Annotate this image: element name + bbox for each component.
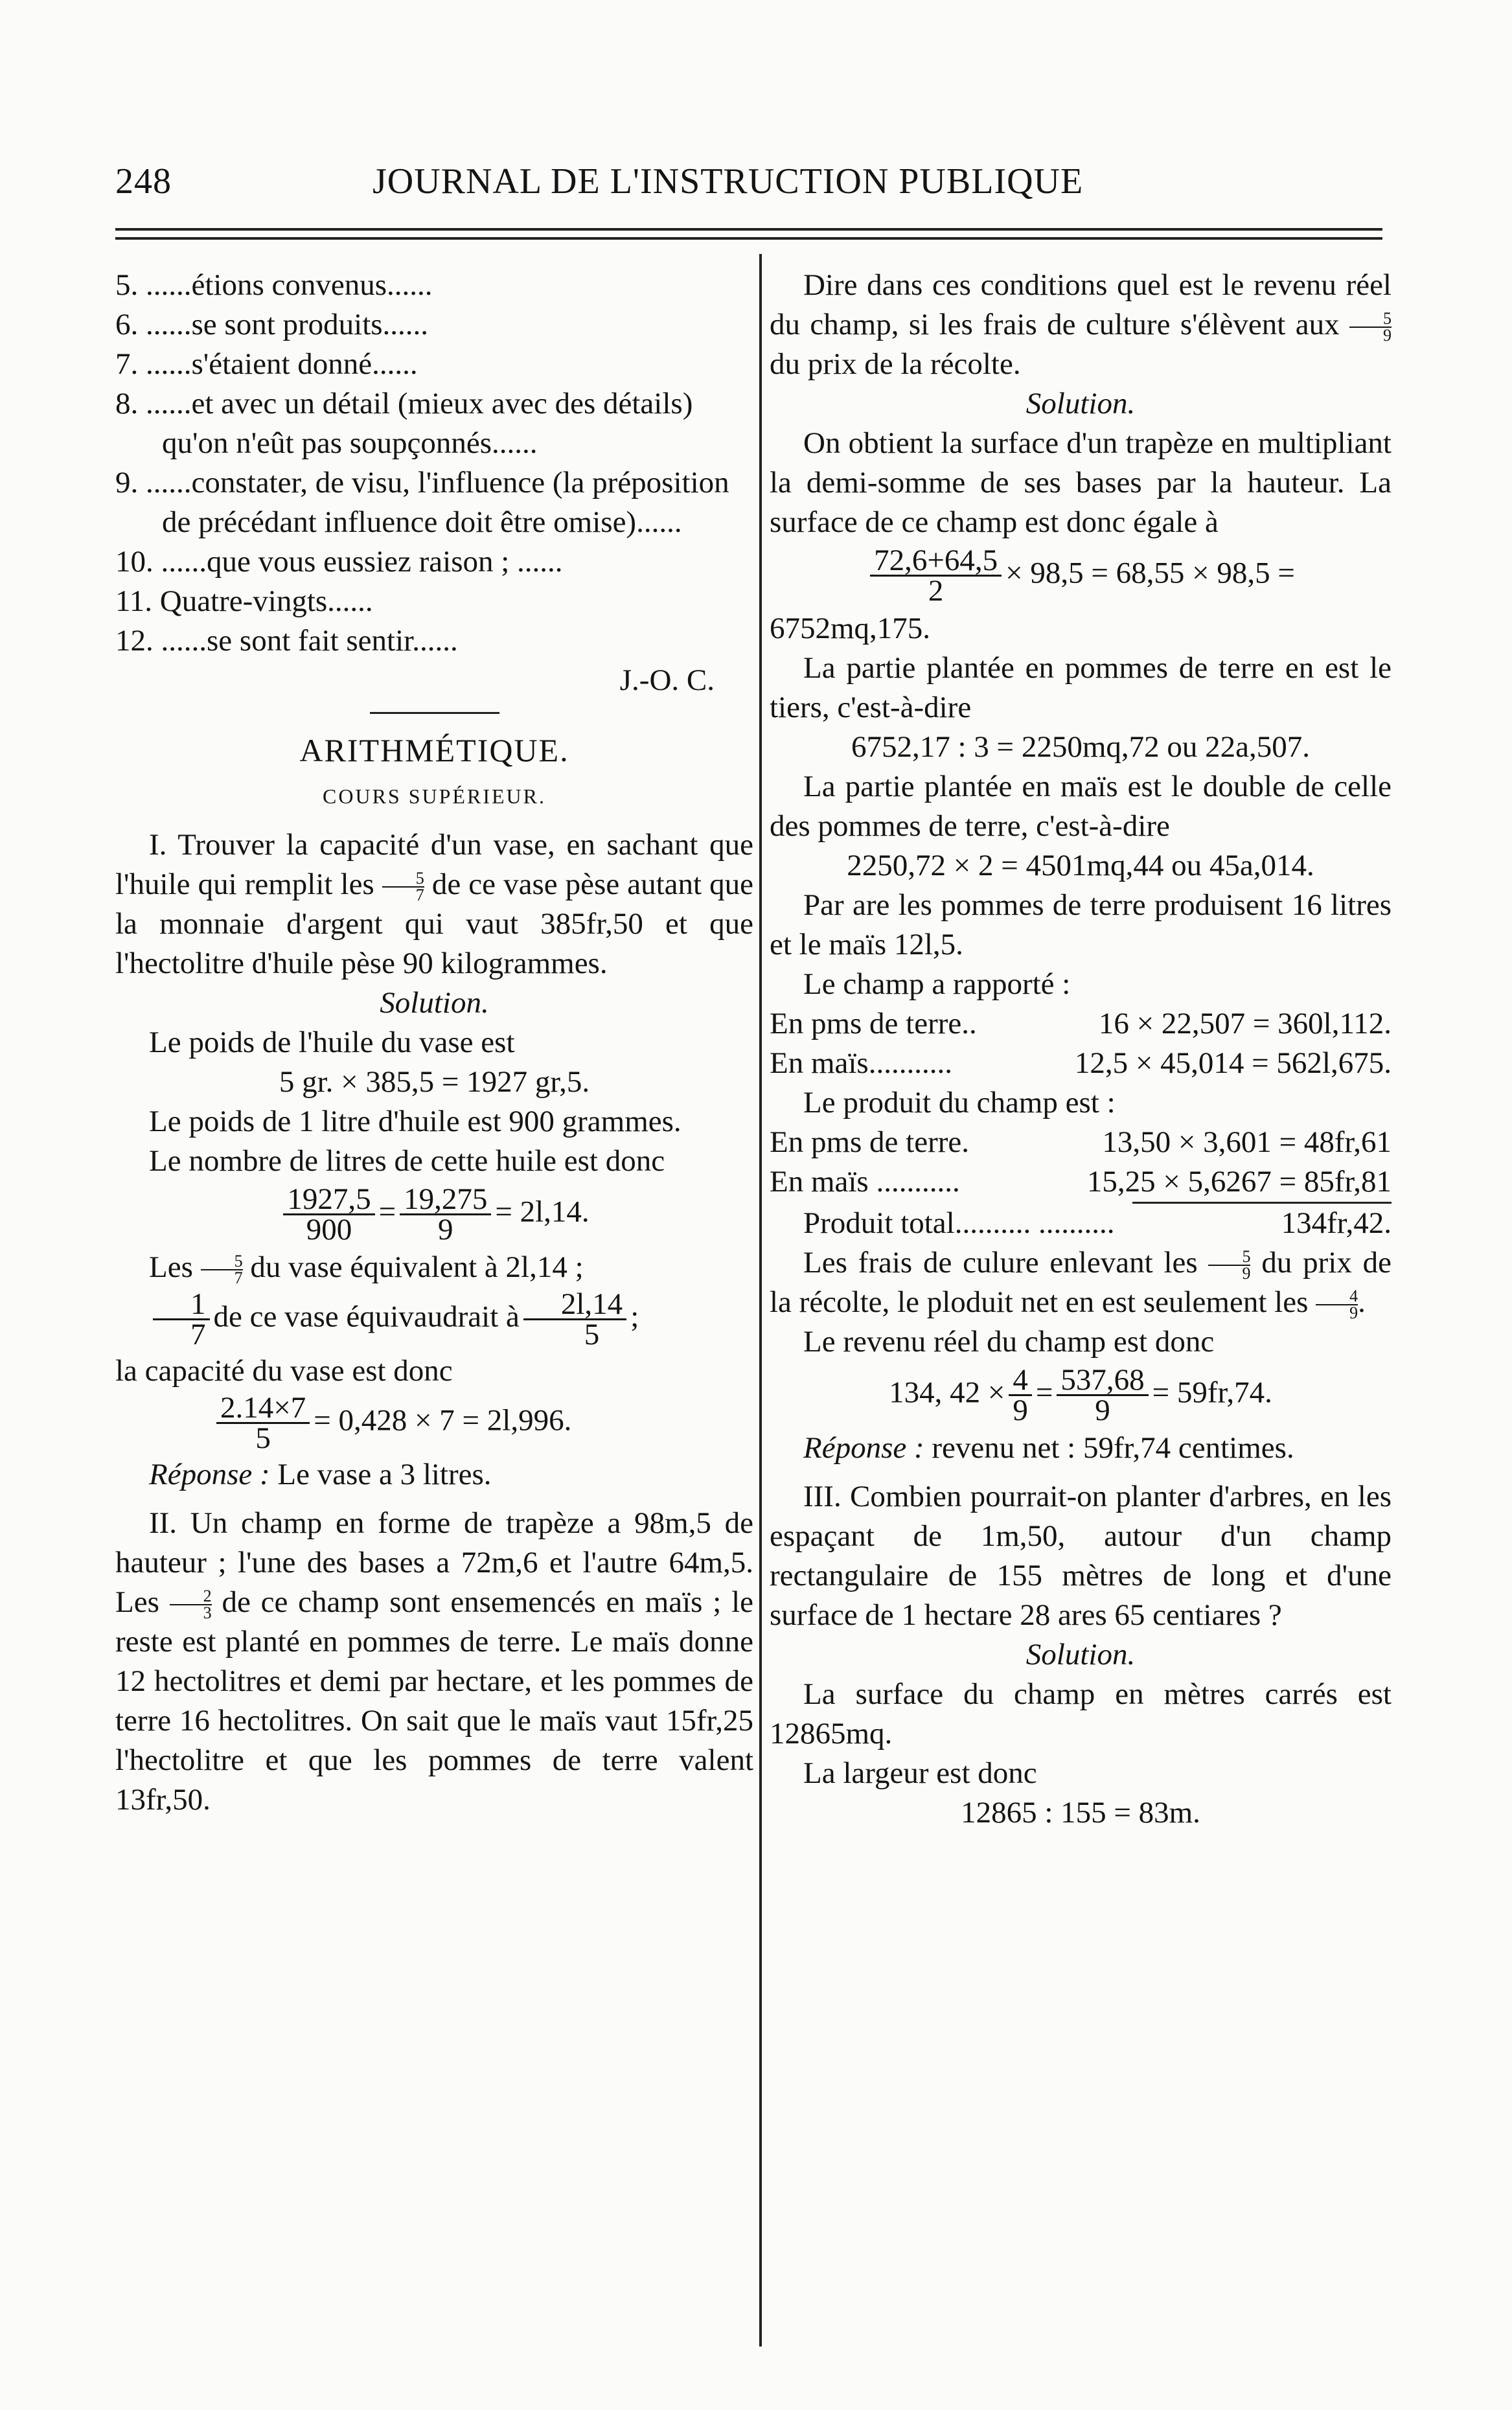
paragraph: On obtient la surface d'un trapèze en multipliant la demi-somme de ses bases par la hauteur. La surface de ce champ est donc égale à (770, 426, 1392, 539)
fraction: $\frac{72,6+64,5}{2}$ (870, 546, 1002, 605)
problem-2: II. Un champ en forme de trapèze a 98m,5 de hauteur ; l'une des bases a 72m,6 et l'autre 64m,5. Les $\frac{2}{3}$ de ce champ sont ensemencés en maïs ; le reste est planté en pommes de terre. Le maïs donne 12 hectolitres et demi par hectare, et les pommes de terre 16 hectolitres. On sait que le maïs vaut 15fr,25 l'hectolitre et que les pommes de terre valent 13fr,50. (115, 1506, 754, 1817)
paragraph: La surface du champ en mètres carrés est 12865mq. (770, 1677, 1392, 1750)
table-row: Produit total.......... .......... 134fr,42. (803, 1206, 1392, 1240)
equation: $\frac{2.14\times 7}{5}$ = 0,428 × 7 = 2l,996. (115, 1394, 753, 1452)
header-rule-top (115, 228, 1382, 231)
list-item: 7. ......s'étaient donné...... (115, 347, 418, 381)
table-row: En pms de terre.. 16 × 22,507 = 360l,112. (770, 1007, 1392, 1040)
equation: 2250,72 × 2 = 4501mq,44 ou 45a,014. (847, 849, 1314, 882)
equation: $\frac{1927,5}{900}$ = $\frac{19,275}{9}$ = 2l,14. (115, 1185, 753, 1244)
paragraph: Le poids de 1 litre d'huile est 900 grammes. (149, 1105, 682, 1138)
paragraph: Le produit du champ est : (803, 1086, 1116, 1119)
paragraph: La partie plantée en pommes de terre en est le tiers, c'est-à-dire (770, 651, 1392, 724)
solution-heading: Solution. (1025, 1638, 1136, 1671)
list-item: 12. ......se sont fait sentir...... (115, 624, 458, 658)
list-item: 10. ......que vous eussiez raison ; ...... (115, 545, 563, 579)
fraction: $\frac{537,68}{9}$ (1057, 1366, 1148, 1425)
fraction: $\frac{4}{9}$ (1316, 1289, 1358, 1321)
paragraph: La partie plantée en maïs est le double de celle des pommes de terre, c'est-à-dire (770, 770, 1392, 843)
problem-3: III. Combien pourrait-on planter d'arbres, en les espaçant de 1m,50, autour d'un champ rectangulaire de 155 mètres de long et d'une surface de 1 hectare 28 ares 65 centiares ? (770, 1480, 1392, 1632)
paragraph: Les frais de culure enlevant les $\frac{5}{9}$ du prix de la récolte, le ploduit net en est seulement les $\frac{4}{9}$ . (770, 1246, 1392, 1323)
paragraph: la capacité du vase est donc (115, 1354, 453, 1388)
fraction: $\frac{2.14\times 7}{5}$ (216, 1394, 310, 1452)
equation: 5 gr. × 385,5 = 1927 gr,5. (279, 1065, 590, 1099)
equation: 6752mq,175. (770, 612, 931, 645)
column-divider (759, 254, 762, 2347)
paragraph: Le poids de l'huile du vase est (149, 1026, 515, 1059)
page-number: 248 (115, 161, 172, 201)
equation: 12865 : 155 = 83m. (961, 1796, 1200, 1830)
list-item: 5. ......étions convenus...... (115, 268, 433, 302)
correction-list (115, 266, 753, 661)
paragraph: Par are les pommes de terre produisent 16 litres et le maïs 12l,5. (770, 888, 1392, 961)
paragraph: Les $\frac{5}{7}$ du vase équivalent à 2l,14 ; (149, 1250, 584, 1288)
right-column (770, 266, 1392, 1833)
left-column (115, 266, 753, 1820)
equation: $\frac{1}{7}$ de ce vase équivaudrait à $\frac{2l,14}{5}$ ; (115, 1290, 753, 1349)
equation: 134, 42 × $\frac{4}{9}$ = $\frac{537,68}{9}$ = 59fr,74. (889, 1363, 1272, 1427)
list-item: 8. ......et avec un détail (mieux avec des détails) qu'on n'eût pas soupçonnés...... (115, 387, 693, 460)
section-subtitle: COURS SUPÉRIEUR. (323, 785, 546, 808)
fraction: $\frac{19,275}{9}$ (400, 1185, 491, 1244)
section-title: ARITHMÉTIQUE. (299, 732, 569, 768)
fraction: $\frac{1}{7}$ (153, 1290, 210, 1349)
table-row: En pms de terre. 13,50 × 3,601 = 48fr,61 (770, 1125, 1392, 1159)
solution-heading: Solution. (1025, 387, 1136, 420)
fraction: $\frac{5}{7}$ (201, 1254, 243, 1286)
header-rule-bottom (115, 237, 1382, 240)
problem-1: I. Trouver la capacité d'un vase, en sachant que l'huile qui remplit les $\frac{5}{7}$ de ce vase pèse autant que la monnaie d'argent qui vaut 385fr,50 et que l'hectolitre d'huile pèse 90 kilogrammes. (115, 828, 754, 980)
signature: J.-O. C. (619, 663, 715, 697)
running-title: JOURNAL DE L'INSTRUCTION PUBLIQUE (372, 161, 1084, 201)
solution-heading: Solution. (380, 986, 489, 1020)
fraction: $\frac{5}{9}$ (1349, 311, 1392, 343)
list-item: 6. ......se sont produits...... (115, 308, 429, 341)
answer: Réponse : Le vase a 3 litres. (149, 1458, 492, 1491)
paragraph: Le champ a rapporté : (803, 967, 1071, 1001)
fraction: $\frac{5}{9}$ (1208, 1249, 1250, 1281)
paragraph: La largeur est donc (803, 1756, 1037, 1790)
fraction: $\frac{1927,5}{900}$ (283, 1185, 374, 1244)
fraction: $\frac{5}{7}$ (382, 871, 424, 903)
list-item: 11. Quatre-vingts...... (115, 584, 373, 618)
list-item: 9. ......constater, de visu, l'influence (la préposition de précédant influence doit être omise)...... (115, 466, 729, 539)
fraction: $\frac{2}{3}$ (170, 1589, 212, 1621)
section-divider (370, 712, 499, 714)
problem-2-continued: Dire dans ces conditions quel est le revenu réel du champ, si les frais de culture s'élèvent aux $\frac{5}{9}$ du prix de la récolte. (770, 268, 1392, 381)
paragraph: Le nombre de litres de cette huile est donc (149, 1144, 665, 1178)
fraction: $\frac{2l,14}{5}$ (523, 1290, 626, 1349)
table-row: En maïs ........... 15,25 × 5,6267 = 85fr,81 (770, 1165, 1392, 1199)
fraction: $\frac{4}{9}$ (1009, 1366, 1032, 1425)
table-row: En maïs........... 12,5 × 45,014 = 562l,675. (770, 1046, 1392, 1080)
answer: Réponse : revenu net : 59fr,74 centimes. (803, 1431, 1294, 1465)
equation: 6752,17 : 3 = 2250mq,72 ou 22a,507. (851, 730, 1310, 764)
equation: $\frac{72,6+64,5}{2}$ × 98,5 = 68,55 × 98,5 = (770, 546, 1392, 605)
paragraph: Le revenu réel du champ est donc (803, 1325, 1215, 1359)
